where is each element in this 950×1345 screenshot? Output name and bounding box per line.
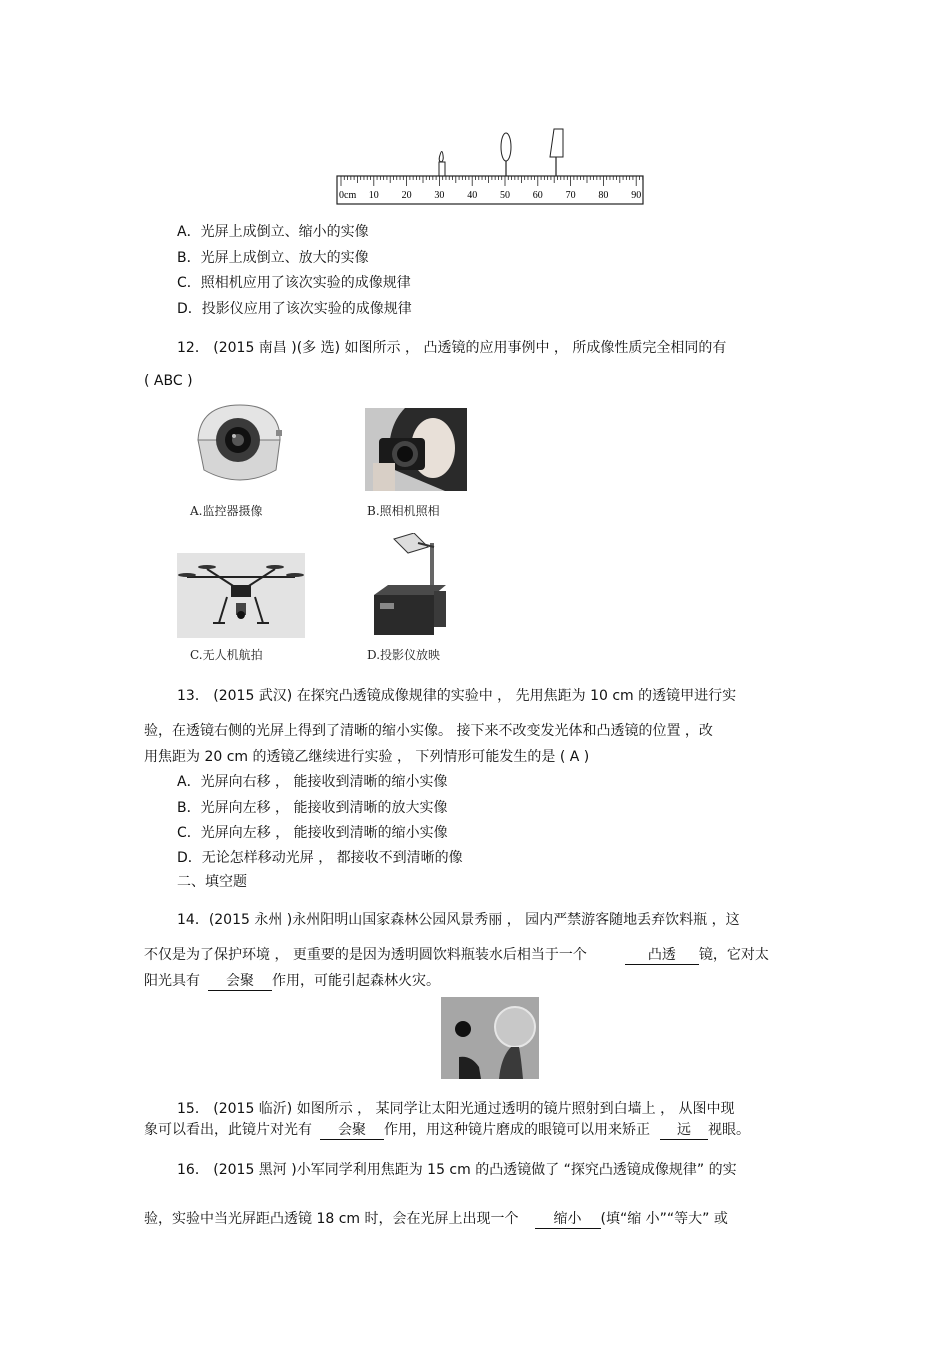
ruler-label: 30 [434,190,445,201]
q11-option-d: D．投影仪应用了该次实验的成像规律 [177,301,412,317]
q11-option-a: A．光屏上成倒立、缩小的实像 [177,224,369,240]
caption-c: C.无人机航拍 [190,648,263,662]
optical-bench-figure [335,128,647,208]
q13-option-a: A．光屏向右移 ， 能接收到清晰的缩小实像 [177,774,448,790]
dome-camera-image [190,400,290,492]
q13-line-2: 验，在透镜右侧的光屏上得到了清晰的缩小实像。 接下来不改变发光体和凸透镜的位置 ，改 [144,723,713,739]
ruler-label: 50 [500,190,510,201]
candle-icon [439,152,445,177]
lens-sunlight-image [441,997,539,1079]
q13-option-d: D．无论怎样移动光屏 ， 都接收不到清晰的像 [177,850,463,866]
drone-image [177,553,305,638]
q16-text: 验，实验中当光屏距凸透镜 18 cm 时，会在光屏上出现一个 [144,1211,519,1227]
caption-b: B.照相机照相 [367,504,440,518]
ruler-label: 10 [368,190,379,201]
q13-line-3: 用焦距为 20 cm 的透镜乙继续进行实验 ， 下列情形可能发生的是 ( A ) [144,749,590,765]
q15-blank-1: 会聚 [320,1119,384,1140]
q14-text-3: 阳光具有 [144,973,200,989]
projector-image [372,533,454,639]
photographer-image [365,408,467,491]
q14-blank-1: 凸透 [625,944,699,965]
caption-a: A.监控器摄像 [190,504,263,518]
q14-text: 不仅是为了保护环境 ， 更重要的是因为透明圆饮料瓶装水后相当于一个 [144,947,587,963]
q14-text-4: 作用，可能引起森林火灾。 [272,973,440,989]
q12-answer: ( ABC ) [144,373,193,389]
convex-lens-icon [501,133,511,176]
q14-line-3 [144,970,440,991]
q16-line-2 [144,1208,728,1229]
q13-option-b: B．光屏向左移 ， 能接收到清晰的放大实像 [177,800,448,816]
q15-text: 象可以看出，此镜片对光有 [144,1122,312,1138]
q14-line-2 [144,944,769,965]
q16-line-1: 16． (2015 黑河 )小军同学利用焦距为 15 cm 的凸透镜做了 “探究凸透镜成像规律” 的实 [177,1162,737,1178]
q15-blank-2: 远 [660,1119,708,1140]
q15-text-2: 作用，用这种镜片磨成的眼镜可以用来矫正 [384,1122,650,1138]
q13-line-1: 13． (2015 武汉) 在探究凸透镜成像规律的实验中 ， 先用焦距为 10 cm 的透镜甲进行实 [177,688,737,704]
q15-line-1: 15． (2015 临沂) 如图所示 ， 某同学让太阳光通过透明的镜片照射到白墙上 ， 从图中现 [177,1101,735,1117]
q11-option-c: C．照相机应用了该次实验的成像规律 [177,275,411,291]
q14-line-1: 14．(2015 永州 )永州阳明山国家森林公园风景秀丽 ， 园内严禁游客随地丢弃饮料瓶 ，这 [177,912,740,928]
ruler-label: 40 [467,190,478,201]
ruler-label: 80 [598,190,609,201]
ruler-label: 90 [631,190,642,201]
caption-d: D.投影仪放映 [367,648,441,662]
q16-blank-1: 缩小 [535,1208,601,1229]
q12-stem: 12． (2015 南昌 )(多 选) 如图所示 ， 凸透镜的应用事例中 ， 所成像性质完全相同的有 [177,340,727,356]
ruler-label: 0cm [339,190,357,201]
q16-text-2: (填“缩 小”“等大” 或 [600,1211,728,1227]
q15-line-2 [144,1119,750,1140]
light-screen-icon [550,129,563,176]
ruler [337,176,643,204]
q14-blank-2: 会聚 [208,970,272,991]
section-heading: 二、填空题 [177,874,247,890]
ruler-label: 70 [565,190,576,201]
ruler-label: 20 [401,190,412,201]
q15-text-3: 视眼。 [708,1122,750,1138]
q13-option-c: C．光屏向左移 ， 能接收到清晰的缩小实像 [177,825,448,841]
q11-option-b: B．光屏上成倒立、放大的实像 [177,250,369,266]
q14-text-2: 镜，它对太 [698,947,769,963]
ruler-label: 60 [532,190,543,201]
